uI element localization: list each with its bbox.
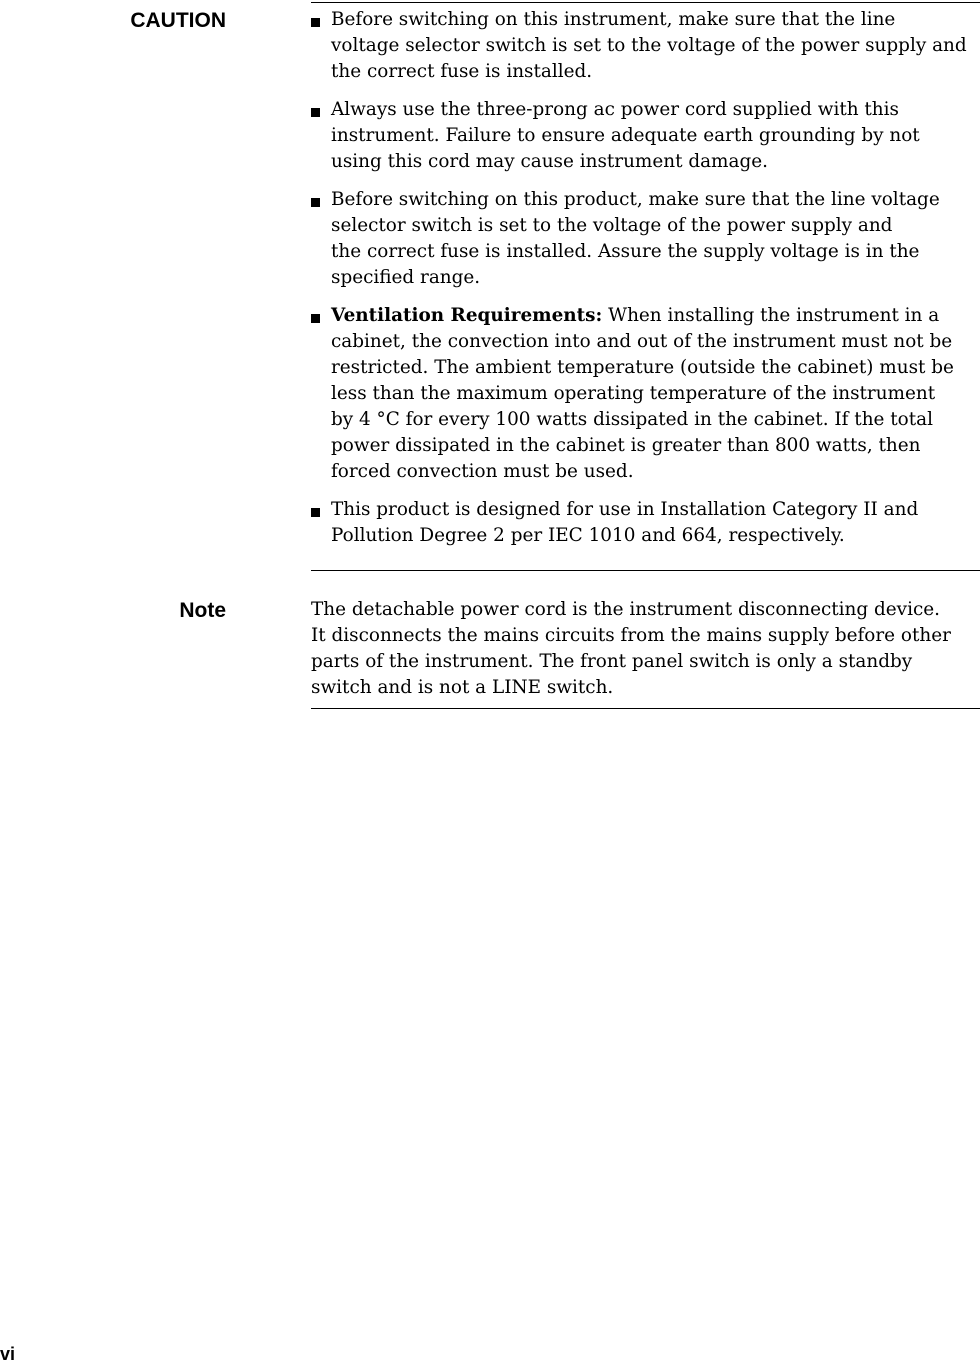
caution-item xyxy=(311,97,980,175)
text-line: restricted. The ambient temperature (outside the cabinet) must be xyxy=(331,357,954,378)
text-line: forced convection must be used. xyxy=(331,461,634,482)
text-line: Pollution Degree 2 per IEC 1010 and 664, respectively. xyxy=(331,525,845,546)
text-line: The detachable power cord is the instrument disconnecting device. xyxy=(311,599,940,620)
text-line: instrument. Failure to ensure adequate earth grounding by not xyxy=(331,125,920,146)
bullet-square-icon xyxy=(311,18,320,27)
caution-item xyxy=(311,7,980,85)
caution-list xyxy=(311,7,980,561)
note-label: Note xyxy=(179,599,226,622)
caution-label: CAUTION xyxy=(130,9,226,32)
text-line: It disconnects the mains circuits from the mains supply before other xyxy=(311,625,951,646)
top-rule xyxy=(311,2,980,3)
text-line: This product is designed for use in Installation Category II and xyxy=(331,499,919,520)
text-line: the correct fuse is installed. xyxy=(331,61,593,82)
text-line: parts of the instrument. The front panel switch is only a standby xyxy=(311,651,913,672)
text-line: Before switching on this product, make sure that the line voltage xyxy=(331,189,940,210)
caution-item-ventilation xyxy=(311,303,980,485)
text-line: switch and is not a LINE switch. xyxy=(311,677,614,698)
bottom-rule xyxy=(311,708,980,709)
note-text xyxy=(311,597,980,701)
caution-item xyxy=(311,497,980,549)
text-line: cabinet, the convection into and out of the instrument must not be xyxy=(331,331,953,352)
text-line: the correct fuse is installed. Assure the supply voltage is in the xyxy=(331,241,920,262)
text-line: selector switch is set to the voltage of the power supply and xyxy=(331,215,893,236)
bullet-square-icon xyxy=(311,108,320,117)
text-line-rest: When installing the instrument in a xyxy=(602,305,940,326)
text-line: using this cord may cause instrument damage. xyxy=(331,151,768,172)
text-line: power dissipated in the cabinet is greater than 800 watts, then xyxy=(331,435,921,456)
bullet-square-icon xyxy=(311,508,320,517)
bullet-square-icon xyxy=(311,314,320,323)
text-line: Before switching on this instrument, make sure that the line xyxy=(331,9,896,30)
middle-rule xyxy=(311,570,980,571)
caution-item xyxy=(311,187,980,291)
text-line: specified range. xyxy=(331,267,481,288)
bullet-square-icon xyxy=(311,198,320,207)
ventilation-heading: Ventilation Requirements: xyxy=(331,305,603,326)
page-number: vi xyxy=(0,1344,16,1364)
text-line: Always use the three-prong ac power cord supplied with this xyxy=(331,99,899,120)
text-line: voltage selector switch is set to the voltage of the power supply and xyxy=(331,35,967,56)
text-line: less than the maximum operating temperature of the instrument xyxy=(331,383,936,404)
text-line xyxy=(331,303,980,329)
text-line: by 4 °C for every 100 watts dissipated in the cabinet. If the total xyxy=(331,409,933,430)
